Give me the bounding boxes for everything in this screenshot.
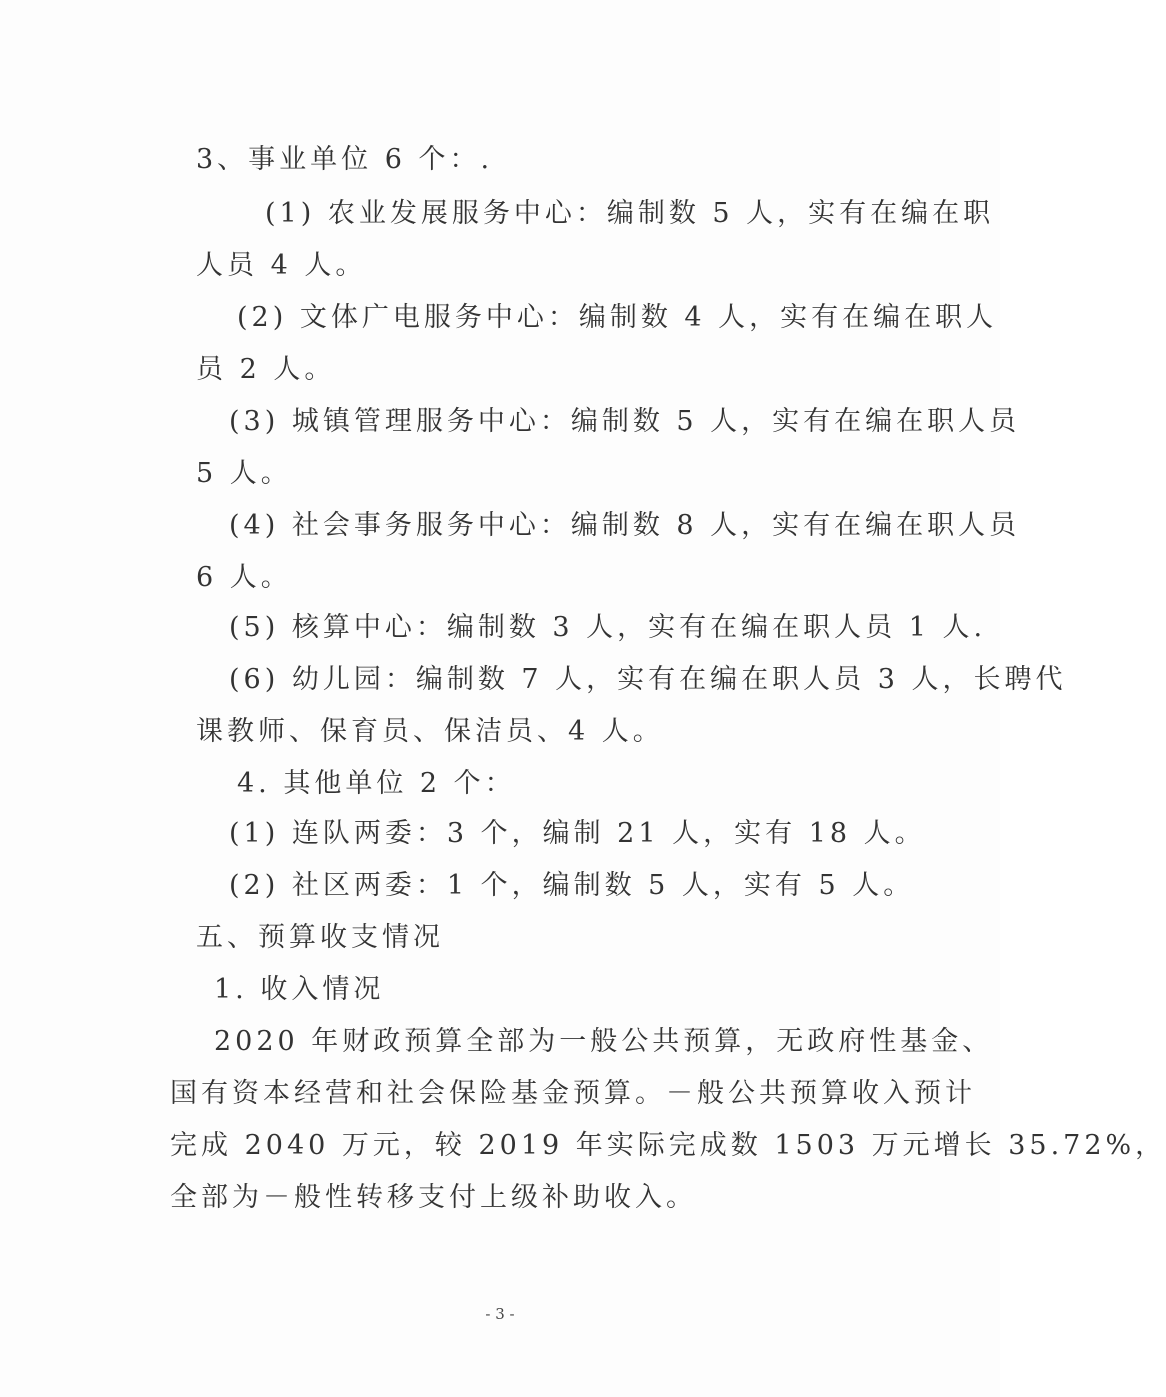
unit-item-agriculture: (1) 农业发展服务中心：编制数 5 人，实有在编在职 [265,198,995,229]
section-heading-public-institutions: 3、事业单位 6 个：. [196,144,494,175]
page-number: - 3 - [485,1305,515,1323]
other-unit-item-community: (2) 社区两委：1 个，编制数 5 人，实有 5 人。 [229,870,915,901]
unit-item-kindergarten: (6) 幼儿园：编制数 7 人，实有在编在职人员 3 人，长聘代 [229,664,1067,695]
unit-item-agriculture-cont: 人员 4 人。 [196,250,367,281]
chapter-heading-budget: 五、预算收支情况 [196,922,444,953]
sub-heading-income: 1. 收入情况 [214,974,385,1005]
paragraph-line: 完成 2040 万元，较 2019 年实际完成数 1503 万元增长 35.72%， [170,1130,1166,1161]
unit-item-kindergarten-cont: 课教师、保育员、保洁员、4 人。 [196,716,664,747]
unit-item-accounting-center: (5) 核算中心：编制数 3 人，实有在编在职人员 1 人. [229,612,987,643]
paragraph-line: 2020 年财政预算全部为一般公共预算，无政府性基金、 [214,1026,994,1057]
unit-item-urban-management-cont: 5 人。 [196,458,292,489]
other-unit-item-company: (1) 连队两委：3 个，编制 21 人，实有 18 人。 [229,818,926,849]
unit-item-culture: (2) 文体广电服务中心：编制数 4 人，实有在编在职人 [237,302,998,333]
paragraph-line: 全部为－般性转移支付上级补助收入。 [170,1182,697,1213]
unit-item-social-affairs: (4) 社会事务服务中心：编制数 8 人，实有在编在职人员 [229,510,1021,541]
paragraph-line: 国有资本经营和社会保险基金预算。－般公共预算收入预计 [170,1078,976,1109]
unit-item-social-affairs-cont: 6 人。 [196,562,292,593]
unit-item-urban-management: (3) 城镇管理服务中心：编制数 5 人，实有在编在职人员 [229,406,1021,437]
section-heading-other-units: 4. 其他单位 2 个： [237,768,516,799]
unit-item-culture-cont: 员 2 人。 [196,354,336,385]
